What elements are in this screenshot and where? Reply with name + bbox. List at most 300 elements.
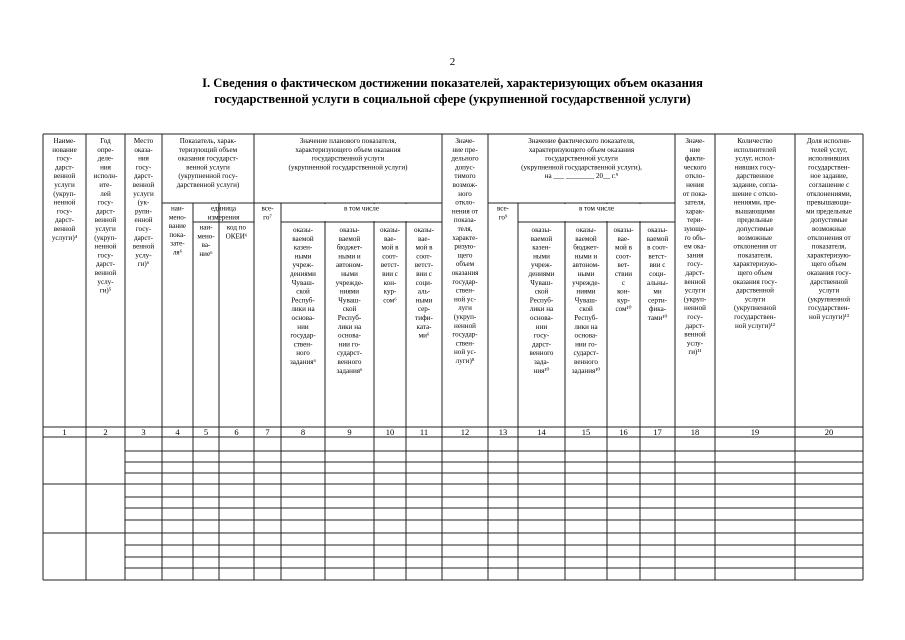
header-col-12: откло- (455, 198, 475, 207)
header-col-16: ствии (614, 270, 633, 278)
header-col-16: вае- (617, 234, 630, 243)
header-indicator-group: венной услуги (186, 163, 230, 172)
header-col-8: учреж- (292, 261, 314, 270)
header-col-10: сом⁶ (383, 296, 397, 305)
header-col-11: аль- (417, 287, 431, 296)
header-col-19: характеризую- (732, 260, 778, 269)
header-col-9: автоном- (336, 261, 363, 270)
header-col-19: оказания госу- (732, 277, 778, 286)
header-col-19: исполнителей (733, 145, 777, 154)
header-col-12: ние пре- (452, 145, 478, 154)
column-number: 1 (62, 427, 67, 437)
header-col-14: зада- (533, 358, 550, 366)
header-col-20: отклонения от (807, 233, 851, 242)
header-col-18: венной (684, 277, 706, 286)
header-col-5: ние⁶ (199, 249, 213, 258)
header-col-15: оказы- (576, 226, 596, 234)
header-col-11: сер- (417, 305, 431, 314)
header-col-3: ги)⁶ (137, 260, 150, 269)
header-col-18: тери- (687, 216, 703, 225)
header-col-20: телей услуг, (810, 145, 848, 154)
header-col-19: шение с откло- (732, 189, 778, 198)
header-indicator-group: (укрупненной госу- (178, 172, 238, 181)
header-col-20: отклонениями, (806, 189, 852, 198)
header-col-5: мено- (197, 232, 215, 241)
header-col-20: ной услуги)¹³ (808, 313, 850, 321)
header-col-9: ниями (339, 287, 360, 296)
header-col-15: сударст- (573, 349, 599, 358)
header-col-8: задания⁶ (289, 358, 317, 366)
header-col-10: вии с (382, 270, 398, 278)
header-col-20: (укрупненной (807, 295, 851, 304)
header-col-20: услуги (818, 286, 840, 295)
header-col-3: дарст- (134, 233, 153, 242)
header-col-3: венной (132, 242, 155, 251)
header-col-8: Респуб- (291, 296, 315, 305)
header-planned-group: (укрупненной государственной услуги) (288, 163, 408, 172)
header-col-19: задание, согла- (732, 181, 778, 189)
header-col-9: ными и (338, 252, 361, 261)
column-number: 20 (824, 427, 834, 437)
header-col-3: госу- (135, 225, 152, 233)
header-col-15: ными и (574, 252, 598, 261)
header-indicator-group: дарственной услуги) (176, 181, 240, 189)
header-col-20: ное задание, (810, 172, 848, 181)
header-col-15: задания¹⁰ (571, 366, 601, 375)
header-planned-group: Значение планового показателя, (299, 137, 397, 145)
header-col-12: тимого (454, 172, 476, 181)
header-col-6: ОКЕИ⁶ (225, 232, 248, 241)
header-col-2: ненной (94, 242, 117, 251)
header-col-18: (укруп- (683, 295, 707, 304)
header-col-16: с (621, 278, 626, 287)
header-col-10: соот- (382, 252, 398, 261)
header-col-20: оказания госу- (806, 269, 852, 277)
header-col-9: основа- (338, 331, 361, 340)
header-col-17: соци- (649, 270, 666, 278)
header-col-10: мой в (381, 243, 399, 252)
header-col-12: характе- (452, 233, 478, 242)
header-col-15: учрежде- (572, 278, 600, 287)
header-col-9: лики на (337, 322, 362, 331)
header-col-1: Наиме- (53, 137, 76, 145)
header-actual-incl: в том числе (578, 204, 615, 213)
header-col-18: от пока- (682, 189, 708, 198)
header-col-20: превышающи- (806, 198, 852, 207)
header-col-2: ния (100, 163, 111, 172)
header-col-14: ными (533, 252, 550, 261)
header-col-12: луги)⁸ (455, 357, 475, 365)
header-col-20: показателя, (811, 242, 847, 251)
header-col-9: ными (341, 270, 358, 278)
header-planned-group: государственной услуги (311, 154, 385, 163)
header-col-16: кур- (617, 296, 630, 305)
header-unit-group: единица (211, 204, 236, 213)
header-col-18: ги)¹¹ (688, 348, 702, 357)
header-col-18: зующе- (683, 225, 707, 233)
header-col-18: Значе- (685, 137, 705, 145)
header-col-1: дарст- (55, 216, 74, 225)
column-number: 13 (498, 427, 508, 437)
header-col-16: кон- (617, 287, 630, 296)
header-col-8: ваемой (292, 234, 314, 243)
header-col-12: ризую- (454, 242, 476, 251)
header-col-12: щего (457, 251, 473, 260)
column-number: 11 (419, 427, 429, 437)
header-col-8: ными (294, 252, 312, 261)
header-col-10: вае- (384, 234, 396, 243)
header-col-14: госу- (533, 331, 550, 340)
header-col-17: альны- (647, 278, 668, 287)
header-col-18: зателя, (684, 198, 706, 207)
header-col-9: оказы- (339, 226, 360, 234)
header-col-12: луги (458, 304, 472, 313)
header-col-13: все- (496, 204, 510, 213)
header-col-4: зате- (170, 239, 185, 248)
header-col-1: госу- (56, 154, 73, 163)
header-col-8: Чуваш- (291, 278, 315, 287)
header-col-19: допустимые (736, 225, 774, 233)
header-col-14: лики на (529, 305, 554, 314)
header-col-18: госу- (687, 260, 703, 269)
header-col-3: рупн- (135, 207, 152, 216)
header-col-12: теля, (457, 225, 473, 233)
header-col-12: Значе- (455, 137, 475, 145)
header-col-16: сом¹⁰ (615, 305, 632, 314)
header-col-15: ными (577, 270, 595, 278)
column-number: 10 (385, 427, 395, 437)
header-col-9: нии го- (338, 340, 361, 349)
header-actual-group: характеризующего объем оказания (528, 145, 635, 154)
header-col-15: ской (579, 305, 593, 314)
header-col-19: ной услуги)¹² (734, 321, 776, 330)
header-col-11: тифи- (415, 314, 433, 322)
column-number: 14 (537, 427, 546, 437)
header-col-10: оказы- (380, 226, 400, 234)
header-col-17: тами¹⁰ (647, 314, 668, 322)
header-col-18: госу- (687, 313, 703, 321)
column-number: 17 (653, 427, 662, 437)
column-number: 18 (690, 427, 700, 437)
header-col-19: нениями, пре- (733, 198, 777, 207)
header-col-12: объем (455, 260, 475, 269)
column-number: 8 (300, 427, 306, 437)
header-col-2: исполн- (93, 172, 118, 181)
header-col-3: услуги (133, 189, 154, 198)
header-col-19: услуг, испол- (735, 154, 775, 163)
header-actual-group: государственной услуги (545, 154, 618, 163)
header-col-18: ем ока- (684, 242, 706, 251)
header-col-15: лики на (574, 322, 598, 331)
header-indicator-group: оказания государст- (177, 154, 239, 163)
header-col-15: бюджет- (573, 243, 599, 252)
header-col-15: нии го- (575, 340, 597, 349)
header-unit-group: измерения (207, 213, 240, 222)
column-number: 6 (234, 427, 239, 437)
header-col-3: госу- (135, 163, 152, 172)
column-number: 4 (175, 427, 180, 437)
header-col-11: вае- (418, 234, 430, 243)
header-col-2: госу- (97, 198, 114, 207)
header-col-4: наи- (170, 204, 185, 213)
header-col-16: вет- (617, 261, 630, 270)
header-col-4: вание (168, 222, 187, 231)
header-col-8: ской (296, 287, 310, 296)
header-col-9: ваемой (338, 234, 361, 243)
header-col-8: дениями (290, 270, 316, 278)
header-col-12: ненной (454, 321, 476, 330)
header-col-17: вии с (649, 261, 666, 270)
header-col-9: Респуб- (337, 314, 362, 322)
header-col-15: ниями (576, 287, 596, 296)
header-col-14: казен- (532, 243, 551, 252)
header-col-14: ния¹⁰ (533, 366, 550, 375)
header-col-3: венной (132, 181, 155, 189)
header-col-11: ми⁶ (418, 331, 430, 340)
column-number: 12 (460, 427, 470, 437)
header-col-8: ствен- (293, 340, 313, 349)
header-col-8: лики на (291, 305, 315, 314)
header-col-11: ными (415, 296, 433, 305)
header-col-17: ваемой (646, 234, 669, 243)
column-number: 9 (347, 427, 352, 437)
header-col-17: фика- (648, 305, 667, 314)
header-col-18: факти- (684, 154, 706, 163)
header-col-19: Количество (737, 137, 773, 145)
header-col-2: дарст- (96, 207, 115, 216)
title-line-2: государственной услуги в социальной сфере (укрупненной государственной услуги) (214, 91, 691, 106)
header-col-2: венной (94, 269, 117, 277)
header-col-1: (укруп- (53, 189, 76, 198)
header-col-1: услуги (54, 181, 75, 189)
header-col-14: ской (534, 287, 549, 296)
header-col-4: мено- (168, 213, 187, 222)
header-col-19: показателя, (737, 251, 773, 260)
column-number: 3 (141, 427, 146, 437)
header-col-20: возможные (811, 225, 847, 233)
header-col-15: Чуваш- (574, 296, 598, 305)
header-col-19: услуги (744, 295, 766, 304)
header-col-2: лей (100, 189, 111, 198)
header-col-7: го⁷ (263, 213, 272, 222)
header-col-11: оказы- (414, 226, 434, 234)
header-col-20: допустимые (810, 216, 848, 225)
header-col-1: венной (53, 225, 76, 233)
header-col-8: казен- (293, 243, 313, 252)
header-col-8: нии (297, 322, 309, 331)
header-col-18: нения (686, 181, 704, 189)
header-col-3: дарст- (134, 172, 153, 181)
header-col-18: дарст- (685, 269, 705, 277)
header-col-20: характеризую- (806, 251, 852, 260)
header-col-20: щего объем (811, 260, 847, 269)
header-col-1: венной (53, 172, 76, 181)
header-col-14: дарст- (532, 340, 551, 349)
header-col-10: ветст- (380, 261, 400, 270)
header-col-9: сударст- (336, 349, 363, 358)
header-col-2: ите- (99, 181, 112, 189)
column-number: 5 (203, 427, 209, 437)
header-col-3: енной (134, 216, 153, 225)
header-col-12: допус- (454, 163, 476, 172)
header-col-19: государствен- (734, 313, 776, 321)
header-col-1: услуги)⁴ (51, 233, 78, 242)
header-col-8: государ- (290, 331, 316, 340)
header-col-20: ми предельные (806, 207, 852, 216)
column-number: 19 (750, 427, 760, 437)
header-col-18: ческого (683, 163, 707, 172)
header-col-12: ствен- (455, 286, 475, 295)
header-col-9: Чуваш- (338, 296, 361, 305)
header-col-9: венного (337, 358, 362, 366)
header-col-12: ной ус- (454, 348, 476, 357)
header-col-12: ного (458, 189, 472, 198)
header-col-20: дарственной (810, 277, 848, 286)
header-actual-group: (укрупненной государственной услуги), (521, 163, 642, 172)
header-col-2: венной (94, 216, 117, 225)
header-col-19: дарственной (736, 286, 774, 295)
title-line-1: I. Сведения о фактическом достижении показателей, характеризующих объем оказания (202, 76, 703, 90)
header-col-3: Место (133, 137, 154, 145)
header-col-19: нивших госу- (734, 163, 776, 172)
header-col-1: дарст- (55, 163, 74, 172)
header-col-1: ненной (53, 198, 76, 207)
header-col-11: ката- (416, 322, 432, 331)
header-col-16: мой в (615, 243, 632, 252)
header-col-20: Доля исполни- (806, 137, 852, 145)
header-col-10: кур- (383, 287, 397, 296)
header-col-9: задания⁶ (336, 366, 363, 375)
header-col-19: щего объем (737, 269, 773, 277)
header-col-12: государ- (452, 330, 478, 339)
header-col-17: ветст- (648, 252, 667, 261)
header-col-12: возмож- (452, 181, 478, 189)
header-col-19: вышающими (735, 207, 775, 216)
header-col-18: зания (686, 251, 704, 260)
header-col-11: мой в (415, 243, 433, 252)
header-col-17: ми (653, 287, 662, 296)
header-col-20: исполнивших (808, 154, 850, 163)
header-col-14: основа- (530, 314, 553, 322)
header-col-15: ваемой (575, 234, 597, 243)
header-col-4: пока- (169, 230, 186, 239)
header-col-14: Респуб- (529, 296, 554, 305)
header-col-2: услуги (95, 225, 116, 233)
column-number: 2 (103, 427, 108, 437)
header-col-19: отклонения от (733, 242, 777, 251)
header-col-5: ва- (201, 241, 211, 250)
header-col-18: венной (684, 330, 706, 339)
header-col-18: услу- (686, 339, 704, 348)
header-col-1: госу- (56, 207, 73, 216)
header-col-14: венного (529, 349, 554, 358)
header-col-2: дарст- (96, 260, 115, 269)
header-col-20: соглашение с (808, 181, 850, 189)
header-col-2: (укруп- (94, 233, 117, 242)
header-col-14: дениями (528, 270, 555, 278)
header-col-9: учрежде- (335, 278, 364, 287)
header-col-16: соот- (615, 252, 632, 261)
header-col-11: соот- (416, 252, 432, 261)
header-col-11: ветст- (414, 261, 434, 270)
header-col-8: основа- (291, 314, 315, 322)
header-col-4: ля⁶ (172, 248, 183, 257)
header-col-20: государствен- (808, 163, 850, 172)
header-col-12: ной ус- (454, 295, 476, 304)
header-col-19: (укрупненной (733, 304, 777, 313)
column-number: 15 (581, 427, 591, 437)
header-col-18: откло- (685, 172, 705, 181)
header-col-2: опре- (97, 145, 114, 154)
header-col-3: ния (138, 154, 149, 163)
header-col-12: оказания (451, 269, 479, 277)
header-col-18: го объ- (684, 233, 706, 242)
header-col-2: услу- (97, 277, 114, 286)
header-indicator-group: теризующий объем (178, 145, 238, 154)
header-indicator-group: Показатель, харак- (179, 137, 237, 145)
header-col-9: бюджет- (336, 243, 363, 252)
header-col-18: ненной (684, 304, 706, 313)
header-col-15: автоном- (572, 261, 600, 270)
column-number: 7 (265, 427, 270, 437)
header-col-19: предельные (737, 216, 773, 225)
header-col-10: кон- (383, 278, 397, 287)
header-col-17: серти- (647, 296, 668, 305)
header-col-14: оказы- (531, 226, 552, 234)
header-col-12: дельного (451, 154, 479, 163)
header-col-18: услуги (684, 286, 706, 295)
header-col-20: государствен- (808, 304, 850, 313)
header-col-12: нения от (451, 207, 479, 216)
header-col-11: вии с (416, 270, 432, 278)
header-col-18: ние (689, 145, 701, 154)
header-col-8: оказы- (293, 226, 313, 234)
header-col-14: учреж- (530, 261, 553, 270)
header-col-3: оказа- (134, 145, 153, 154)
header-col-17: оказы- (647, 226, 668, 234)
header-col-2: ги)⁵ (99, 286, 112, 295)
header-col-1: нование (52, 145, 77, 154)
header-col-5: наи- (199, 223, 213, 232)
header-col-18: харак- (685, 207, 705, 216)
header-col-3: (ук- (137, 198, 150, 207)
header-col-15: Респуб- (574, 314, 598, 322)
header-col-18: дарст- (685, 321, 705, 330)
header-col-17: в соот- (647, 243, 668, 252)
header-planned-incl: в том числе (343, 204, 380, 213)
header-col-12: государ- (452, 277, 478, 286)
header-col-6: код по (226, 223, 247, 232)
header-col-13: го⁹ (498, 213, 508, 222)
page-number: 2 (449, 56, 456, 68)
header-actual-group: Значение фактического показателя, (528, 137, 635, 145)
header-col-3: услу- (135, 251, 152, 260)
header-col-9: ской (342, 305, 357, 314)
header-col-2: госу- (97, 251, 114, 260)
header-planned-group: характеризующего объем оказания (295, 145, 401, 154)
column-number: 16 (619, 427, 628, 437)
header-col-12: показа- (453, 216, 477, 225)
header-col-15: основа- (574, 331, 598, 340)
header-col-2: Год (100, 137, 111, 145)
header-col-2: деле- (97, 154, 114, 163)
header-col-14: нии (535, 322, 548, 331)
header-col-12: ствен- (455, 339, 475, 348)
header-col-7: все- (261, 204, 274, 213)
header-col-19: возможные (737, 233, 773, 242)
header-col-12: (укруп- (453, 313, 477, 321)
header-col-14: ваемой (530, 234, 553, 243)
